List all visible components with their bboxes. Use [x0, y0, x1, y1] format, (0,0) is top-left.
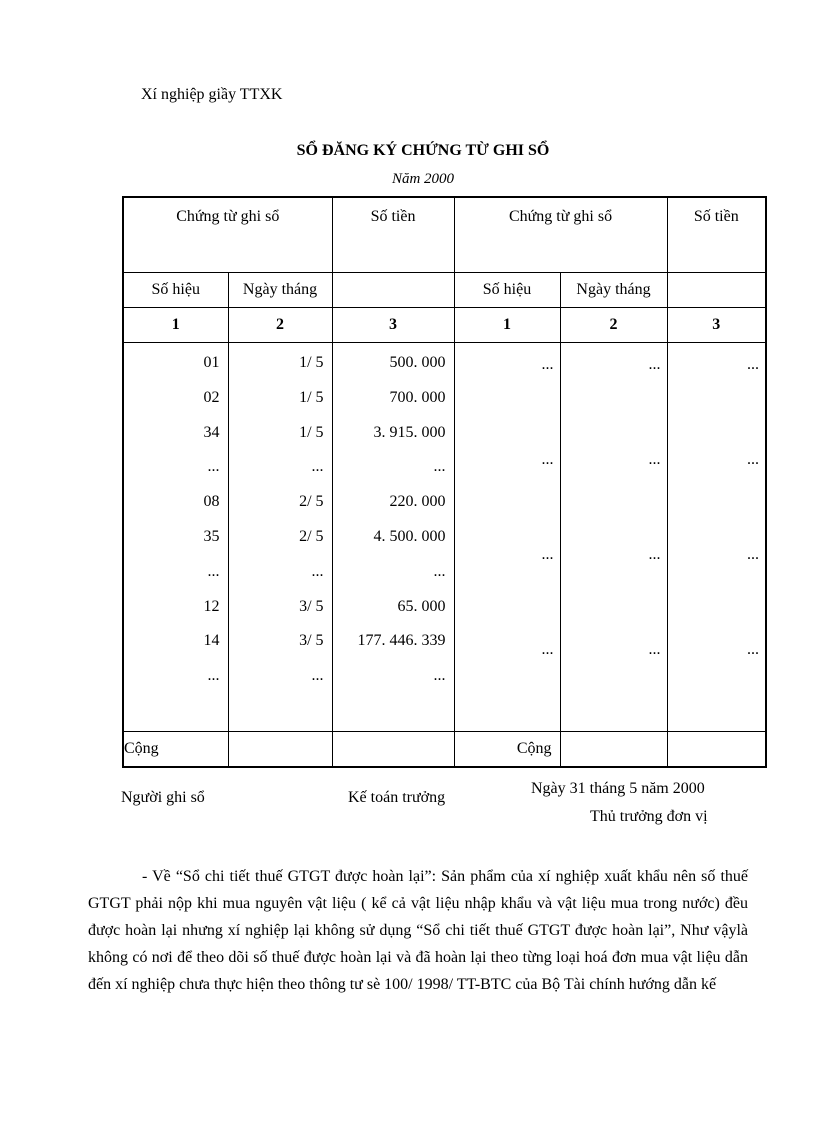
date-cell: 3/ 5 [299, 632, 324, 650]
subheader-code-left: Số hiệu [123, 273, 228, 308]
company-name: Xí nghiệp giầy TTXK [141, 86, 283, 103]
body-paragraph [88, 863, 748, 998]
ellipsis-cell: ... [541, 546, 554, 563]
date-cell: 2/ 5 [299, 527, 324, 545]
subheader-date-left: Ngày tháng [228, 273, 332, 308]
table-subheader-row [123, 273, 766, 308]
amount-cell: 4. 500. 000 [373, 527, 446, 545]
right-amounts-column [667, 343, 766, 732]
subheader-empty-left [332, 273, 454, 308]
table-header-row [123, 197, 766, 273]
dates-column [228, 343, 332, 732]
code-cell: 14 [203, 632, 220, 650]
signature-head: Thủ trưởng đơn vị [590, 808, 708, 825]
code-cell: ... [207, 458, 220, 476]
codes-column [123, 343, 228, 732]
document-title: SỔ ĐĂNG KÝ CHỨNG TỪ GHI SỔ [296, 142, 550, 159]
index-cell: 3 [667, 308, 766, 343]
total-label-left: Cộng [123, 732, 228, 768]
amount-cell: 500. 000 [389, 354, 446, 371]
voucher-register-table [122, 196, 767, 768]
code-cell: 01 [203, 354, 220, 371]
code-cell: ... [207, 562, 220, 580]
paragraph-text: - Về “Sổ chi tiết thuế GTGT được hoàn lại”: Sản phẩm của xí nghiệp xuất khẩu nên số thuế GTGT phải nộp khi mua nguyên vật liệu ( kể cả vật liệu nhập khẩu và vật liệu mua trong nước) đều được hoàn lại nhưng xí nghiệp lại không sử dụng “Sổ chi tiết thuế GTGT được hoàn lại”, Như vậylà không có nơi để theo dõi số thuế được hoàn lại và đã hoàn lại theo từng loại hoá đơn mua vật liệu dẫn đến xí nghiệp chưa thực hiện theo thông tư sè 100/ 1998/ TT-BTC của Bộ Tài chính hướng dẫn kế [88, 868, 748, 993]
amount-cell: 65. 000 [397, 597, 446, 615]
right-codes-column [454, 343, 560, 732]
amounts-column [332, 343, 454, 732]
code-cell: 12 [203, 597, 220, 615]
right-dates-column [560, 343, 667, 732]
code-cell: 02 [203, 388, 220, 406]
ellipsis-cell: ... [648, 641, 661, 658]
date-cell: ... [311, 562, 324, 580]
ellipsis-cell: ... [648, 356, 661, 373]
header-voucher-right: Chứng từ ghi sổ [454, 197, 667, 273]
signature-recorder: Người ghi sổ [121, 789, 205, 806]
amount-cell: ... [433, 562, 446, 580]
ellipsis-cell: ... [648, 451, 661, 468]
ellipsis-cell: ... [747, 356, 760, 373]
total-empty [560, 732, 667, 768]
date-cell: 3/ 5 [299, 597, 324, 615]
amount-cell: ... [433, 667, 446, 685]
table-index-row [123, 308, 766, 343]
ellipsis-cell: ... [747, 546, 760, 563]
code-cell: 08 [203, 493, 220, 511]
index-cell: 1 [123, 308, 228, 343]
table-total-row [123, 732, 766, 768]
code-cell: 34 [203, 423, 220, 441]
amount-cell: 700. 000 [389, 388, 446, 406]
index-cell: 1 [454, 308, 560, 343]
total-empty [332, 732, 454, 768]
header-voucher-left: Chứng từ ghi sổ [123, 197, 332, 273]
date-cell: ... [311, 667, 324, 685]
date-cell: 1/ 5 [299, 423, 324, 441]
subheader-date-right: Ngày tháng [560, 273, 667, 308]
subheader-code-right: Số hiệu [454, 273, 560, 308]
ellipsis-cell: ... [541, 356, 554, 373]
amount-cell: 3. 915. 000 [373, 423, 446, 441]
total-empty [667, 732, 766, 768]
ellipsis-cell: ... [747, 641, 760, 658]
index-cell: 3 [332, 308, 454, 343]
amount-cell: 220. 000 [389, 493, 446, 511]
ellipsis-cell: ... [747, 451, 760, 468]
signature-date: Ngày 31 tháng 5 năm 2000 [531, 780, 705, 797]
code-cell: 35 [203, 527, 220, 545]
index-cell: 2 [560, 308, 667, 343]
total-empty [228, 732, 332, 768]
header-amount-right: Số tiền [667, 197, 766, 273]
total-label-right: Cộng [454, 732, 560, 768]
index-cell: 2 [228, 308, 332, 343]
date-cell: 1/ 5 [299, 388, 324, 406]
ellipsis-cell: ... [648, 546, 661, 563]
amount-cell: 177. 446. 339 [357, 632, 446, 650]
ellipsis-cell: ... [541, 641, 554, 658]
date-cell: 1/ 5 [299, 354, 324, 371]
code-cell: ... [207, 667, 220, 685]
ellipsis-cell: ... [541, 451, 554, 468]
table-body-row [123, 343, 766, 732]
header-amount-left: Số tiền [332, 197, 454, 273]
document-year: Năm 2000 [391, 171, 455, 187]
subheader-empty-right [667, 273, 766, 308]
signature-chief-accountant: Kế toán trưởng [348, 789, 446, 806]
date-cell: ... [311, 458, 324, 476]
date-cell: 2/ 5 [299, 493, 324, 511]
amount-cell: ... [433, 458, 446, 476]
